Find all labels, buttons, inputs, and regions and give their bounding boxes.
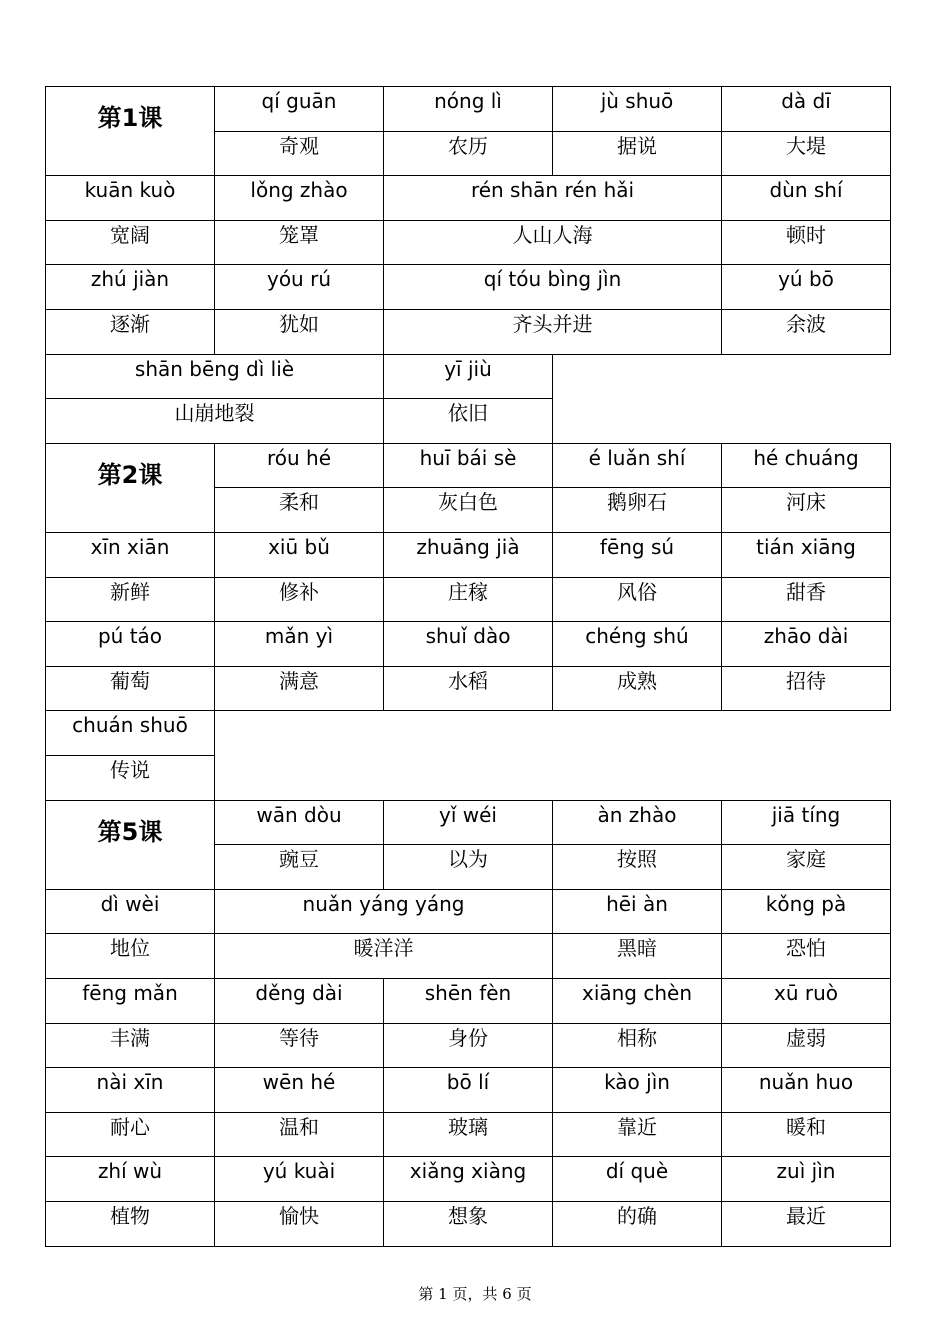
vocab-cell: xiǎng xiàng — [383, 1156, 553, 1202]
vocab-cell: 靠近 — [552, 1112, 722, 1158]
vocab-cell: 招待 — [721, 666, 891, 712]
vocab-cell: 植物 — [45, 1201, 215, 1247]
vocab-cell: chuán shuō — [45, 710, 215, 756]
vocab-cell: 想象 — [383, 1201, 553, 1247]
vocab-cell: 豌豆 — [214, 844, 384, 890]
vocab-cell: 河床 — [721, 487, 891, 533]
vocab-cell: 水稻 — [383, 666, 553, 712]
vocab-cell: bō lí — [383, 1067, 553, 1113]
vocab-cell: chéng shú — [552, 621, 722, 667]
vocab-cell: 农历 — [383, 131, 553, 177]
vocab-cell: 相称 — [552, 1023, 722, 1069]
vocab-cell: 虚弱 — [721, 1023, 891, 1069]
vocab-cell: tián xiāng — [721, 532, 891, 578]
vocab-cell: hēi àn — [552, 889, 722, 935]
vocab-cell: 成熟 — [552, 666, 722, 712]
vocab-cell: 传说 — [45, 755, 215, 801]
vocab-cell: zhāo dài — [721, 621, 891, 667]
vocab-cell: hé chuáng — [721, 443, 891, 489]
vocab-cell: 暖洋洋 — [214, 933, 553, 979]
vocab-cell: wēn hé — [214, 1067, 384, 1113]
lesson-title: 第1课 — [45, 86, 215, 176]
page-footer: 第 1 页，共 6 页 — [418, 1285, 532, 1303]
vocab-cell: 修补 — [214, 577, 384, 623]
vocab-cell: yóu rú — [214, 264, 384, 310]
vocab-cell: jù shuō — [552, 86, 722, 132]
vocab-cell: 风俗 — [552, 577, 722, 623]
vocab-cell: 犹如 — [214, 309, 384, 355]
vocab-cell: nuǎn yáng yáng — [214, 889, 553, 935]
vocab-cell: 逐渐 — [45, 309, 215, 355]
vocab-cell: zhú jiàn — [45, 264, 215, 310]
vocab-cell: 甜香 — [721, 577, 891, 623]
vocab-cell: rén shān rén hǎi — [383, 175, 722, 221]
vocab-cell: zhuāng jià — [383, 532, 553, 578]
vocab-cell: 地位 — [45, 933, 215, 979]
vocab-cell: 山崩地裂 — [45, 398, 384, 444]
vocab-cell: děng dài — [214, 978, 384, 1024]
vocab-cell: 丰满 — [45, 1023, 215, 1069]
vocab-cell: é luǎn shí — [552, 443, 722, 489]
vocab-cell: dùn shí — [721, 175, 891, 221]
vocab-cell: 庄稼 — [383, 577, 553, 623]
vocab-cell: jiā tíng — [721, 800, 891, 846]
vocab-cell: wān dòu — [214, 800, 384, 846]
vocab-cell: shān bēng dì liè — [45, 354, 384, 400]
vocab-cell: 余波 — [721, 309, 891, 355]
vocab-cell: shēn fèn — [383, 978, 553, 1024]
vocab-cell: 恐怕 — [721, 933, 891, 979]
vocab-cell: 家庭 — [721, 844, 891, 890]
vocab-cell: 宽阔 — [45, 220, 215, 266]
vocab-cell: 玻璃 — [383, 1112, 553, 1158]
vocab-cell: dì wèi — [45, 889, 215, 935]
vocab-cell: 顿时 — [721, 220, 891, 266]
vocab-cell: dà dī — [721, 86, 891, 132]
vocab-cell: zuì jìn — [721, 1156, 891, 1202]
vocab-cell: xīn xiān — [45, 532, 215, 578]
vocab-cell: lǒng zhào — [214, 175, 384, 221]
vocab-cell: 暖和 — [721, 1112, 891, 1158]
vocab-cell: xū ruò — [721, 978, 891, 1024]
vocab-cell: 依旧 — [383, 398, 553, 444]
vocab-cell: xiāng chèn — [552, 978, 722, 1024]
vocab-cell: huī bái sè — [383, 443, 553, 489]
vocab-cell: 温和 — [214, 1112, 384, 1158]
lesson-title: 第5课 — [45, 800, 215, 890]
vocab-cell: 葡萄 — [45, 666, 215, 712]
vocab-cell: 黑暗 — [552, 933, 722, 979]
vocab-cell: nóng lì — [383, 86, 553, 132]
vocab-cell: 新鲜 — [45, 577, 215, 623]
vocab-cell: 奇观 — [214, 131, 384, 177]
vocab-cell: kuān kuò — [45, 175, 215, 221]
vocab-cell: mǎn yì — [214, 621, 384, 667]
vocab-cell: shuǐ dào — [383, 621, 553, 667]
vocab-cell: 大堤 — [721, 131, 891, 177]
vocab-cell: qí guān — [214, 86, 384, 132]
vocab-cell: kǒng pà — [721, 889, 891, 935]
vocab-cell: fēng sú — [552, 532, 722, 578]
vocab-cell: 身份 — [383, 1023, 553, 1069]
vocab-cell: nuǎn huo — [721, 1067, 891, 1113]
vocab-cell: yǐ wéi — [383, 800, 553, 846]
vocab-cell: 以为 — [383, 844, 553, 890]
vocab-cell: 柔和 — [214, 487, 384, 533]
vocab-cell: zhí wù — [45, 1156, 215, 1202]
vocab-cell: yú bō — [721, 264, 891, 310]
vocab-cell: nài xīn — [45, 1067, 215, 1113]
vocab-cell: 灰白色 — [383, 487, 553, 533]
vocab-cell: fēng mǎn — [45, 978, 215, 1024]
lesson-title: 第2课 — [45, 443, 215, 533]
vocab-cell: 耐心 — [45, 1112, 215, 1158]
vocab-cell: dí què — [552, 1156, 722, 1202]
vocab-cell: 满意 — [214, 666, 384, 712]
vocab-cell: yú kuài — [214, 1156, 384, 1202]
vocab-cell: qí tóu bìng jìn — [383, 264, 722, 310]
vocab-cell: 齐头并进 — [383, 309, 722, 355]
vocab-cell: 等待 — [214, 1023, 384, 1069]
vocab-cell: àn zhào — [552, 800, 722, 846]
vocab-cell: 愉快 — [214, 1201, 384, 1247]
vocab-cell: 据说 — [552, 131, 722, 177]
vocab-cell: kào jìn — [552, 1067, 722, 1113]
vocab-cell: 最近 — [721, 1201, 891, 1247]
vocab-cell: 的确 — [552, 1201, 722, 1247]
vocab-cell: xiū bǔ — [214, 532, 384, 578]
vocab-cell: róu hé — [214, 443, 384, 489]
vocab-cell: pú táo — [45, 621, 215, 667]
vocab-cell: 笼罩 — [214, 220, 384, 266]
vocab-cell: 按照 — [552, 844, 722, 890]
vocab-cell: 人山人海 — [383, 220, 722, 266]
vocab-cell: yī jiù — [383, 354, 553, 400]
vocab-cell: 鹅卵石 — [552, 487, 722, 533]
